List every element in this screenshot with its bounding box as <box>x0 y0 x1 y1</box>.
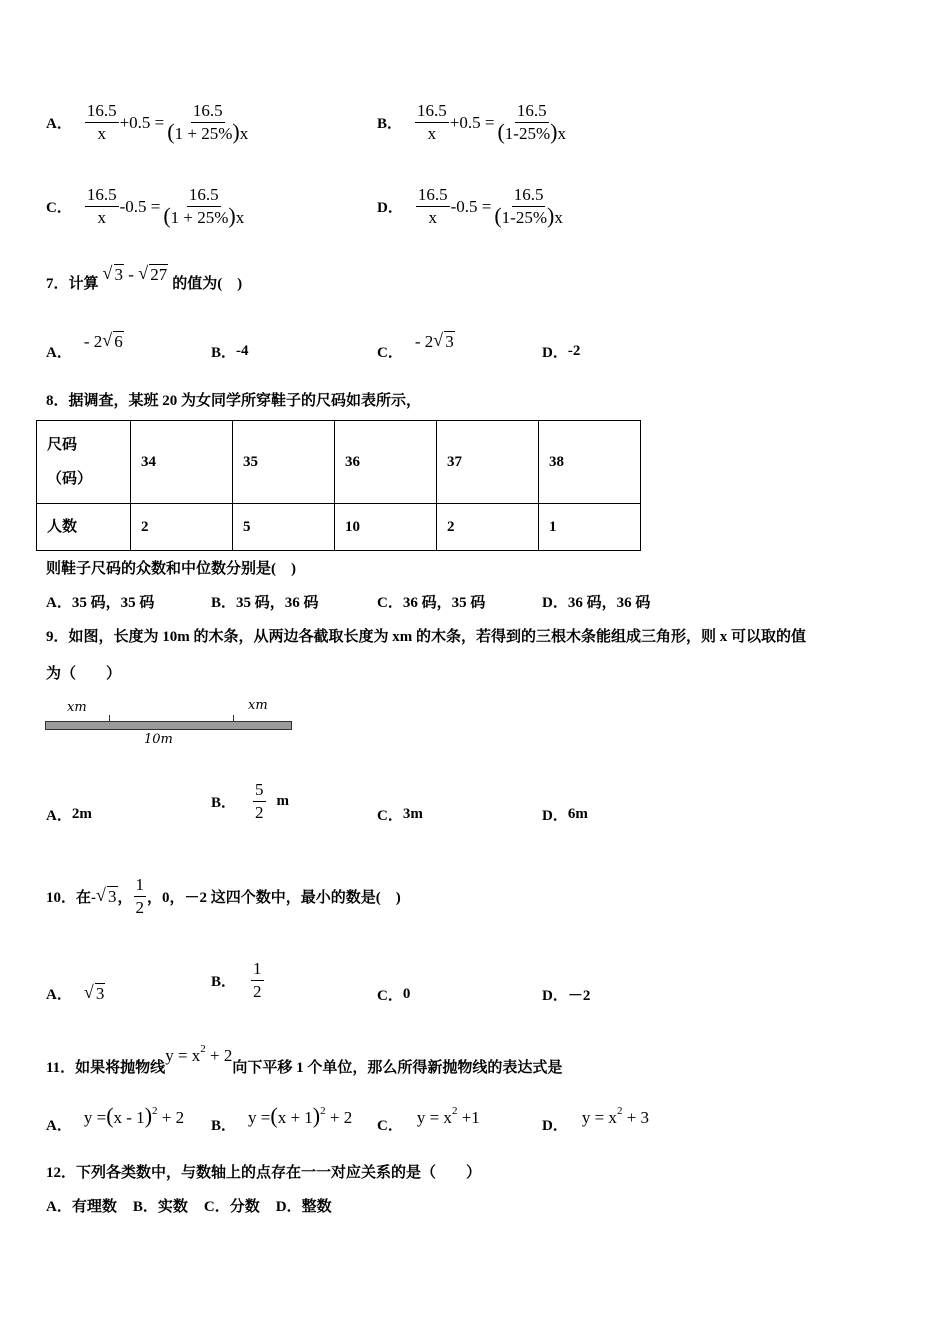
size-cell: 35 <box>233 421 335 504</box>
q7-option-d[interactable]: D． -2 <box>542 343 581 361</box>
fraction: $\frac{16.5}{(1-25\%)x}$ <box>494 185 563 228</box>
fraction: $\frac{16.5}{x}$ <box>86 101 117 143</box>
total-length-label: 10m <box>144 732 173 747</box>
size-cell: 38 <box>539 421 641 504</box>
fraction: $\frac{1}{2}$ <box>253 959 262 1001</box>
q10-option-c[interactable]: C． 0 <box>377 986 411 1004</box>
count-cell: 2 <box>131 504 233 551</box>
right-cut-tick <box>233 715 234 722</box>
shoe-size-table <box>36 420 641 551</box>
q10-option-a[interactable]: A． √ 3 <box>46 983 105 1004</box>
q6-option-a[interactable]: A． $\frac{16.5}{x}$ +0.5 = $\frac{16.5}{(1 + 25\%)x}$ <box>46 101 249 144</box>
option-label: B． <box>377 116 403 132</box>
count-cell: 10 <box>335 504 437 551</box>
q9-option-a[interactable]: A． 2m <box>46 806 92 824</box>
fraction: $\frac{1}{2}$ <box>135 875 145 917</box>
q7-stem: 7．计算 √ 3 - √ 27 的值为( ) <box>46 272 242 293</box>
right-cut-label: xm <box>248 698 268 713</box>
q10-stem: 10．在- √ 3 ， $\frac{1}{2}$ ，0，－2 这四个数中，最小的数是( ) <box>46 874 401 919</box>
q7-expression: √ 3 - √ 27 <box>103 265 169 285</box>
q8-question: 则鞋子尺码的众数和中位数分别是( ) <box>46 561 296 577</box>
q8-option-b[interactable]: B． 35 码，36 码 <box>211 595 319 611</box>
q8-option-c[interactable]: C． 36 码，35 码 <box>377 595 486 611</box>
q12-option-d[interactable]: D．整数 <box>275 1199 332 1215</box>
table-row <box>37 421 641 504</box>
count-cell: 5 <box>233 504 335 551</box>
q11-expression: $y = x^2 + 2$ <box>165 1043 233 1065</box>
q8-option-a[interactable]: A． 35 码，35 码 <box>46 595 155 611</box>
q8-option-d[interactable]: D． 36 码，36 码 <box>542 595 651 611</box>
q9-stem-line1: 9．如图，长度为 10m 的木条，从两边各截取长度为 xm 的木条，若得到的三根木条能组成三角形，则 x 可以取的值 <box>46 629 806 645</box>
size-cell: 36 <box>335 421 437 504</box>
fraction: $\frac{16.5}{(1-25\%)x}$ <box>497 101 566 144</box>
wood-stick-figure <box>45 698 293 748</box>
option-label: C． <box>46 200 72 216</box>
fraction: $\frac{16.5}{x}$ <box>86 185 117 227</box>
q7-option-b[interactable]: B． -4 <box>211 343 249 361</box>
size-cell: 34 <box>131 421 233 504</box>
q9-option-d[interactable]: D． 6m <box>542 806 588 824</box>
option-label: A． <box>46 116 72 132</box>
left-cut-label: xm <box>67 700 87 715</box>
q11-stem: 11．如果将抛物线 $y = x^2 + 2$ 向下平移 1 个单位，那么所得新抛物线的表达式是 <box>46 1043 563 1076</box>
q12-options <box>46 1195 332 1216</box>
option-label: D． <box>377 200 403 216</box>
q12-option-a[interactable]: A．有理数 <box>46 1199 117 1215</box>
q11-option-c[interactable]: C． $y = x^2 +1$ <box>377 1105 480 1134</box>
left-cut-tick <box>109 715 110 722</box>
table-header-cell: 人数 <box>37 504 131 551</box>
q7-option-c[interactable]: C． - 2√ 3 <box>377 331 455 352</box>
q7-option-a[interactable]: A． - 2√ 6 <box>46 331 124 352</box>
q11-option-d[interactable]: D． $y = x^2 + 3$ <box>542 1105 650 1134</box>
fraction: $\frac{16.5}{(1 + 25\%)x}$ <box>167 101 249 144</box>
q9-option-b[interactable]: B． $\frac{5}{2}$ m <box>211 780 290 822</box>
wood-stick-bar <box>45 721 292 730</box>
q12-stem: 12．下列各类数中，与数轴上的点存在一一对应关系的是（ ） <box>46 1165 482 1181</box>
q9-option-c[interactable]: C． 3m <box>377 806 423 824</box>
fraction: $\frac{5}{2}$ <box>255 780 264 822</box>
q12-option-c[interactable]: C．分数 <box>203 1199 260 1215</box>
count-cell: 1 <box>539 504 641 551</box>
q6-option-c[interactable]: C． $\frac{16.5}{x}$ -0.5 = $\frac{16.5}{(1 + 25\%)x}$ <box>46 185 245 228</box>
fraction: $\frac{16.5}{(1 + 25\%)x}$ <box>163 185 245 228</box>
q6-option-b[interactable]: B． $\frac{16.5}{x}$ +0.5 = $\frac{16.5}{(1-25\%)x}$ <box>377 101 566 144</box>
q12-option-b[interactable]: B．实数 <box>132 1199 188 1215</box>
q11-option-b[interactable]: B． $y =(x + 1)^2 + 2$ <box>211 1103 353 1134</box>
q11-option-a[interactable]: A． y =(x - 1)$^2$ + 2 <box>46 1103 185 1134</box>
q10-option-b[interactable]: B． $\frac{1}{2}$ <box>211 959 262 1001</box>
fraction: $\frac{16.5}{x}$ <box>417 101 447 143</box>
fraction: $\frac{16.5}{x}$ <box>417 185 448 227</box>
table-header-cell: 尺码 （码） <box>37 421 131 504</box>
q6-option-d[interactable]: D． $\frac{16.5}{x}$ -0.5 = $\frac{16.5}{(1-25\%)x}$ <box>377 185 563 228</box>
q9-stem-line2: 为（ ） <box>46 666 122 682</box>
table-row <box>37 504 641 551</box>
q10-option-d[interactable]: D． －2 <box>542 988 591 1004</box>
size-cell: 37 <box>437 421 539 504</box>
q8-stem: 8．据调查，某班 20 为女同学所穿鞋子的尺码如表所示， <box>46 393 422 409</box>
count-cell: 2 <box>437 504 539 551</box>
